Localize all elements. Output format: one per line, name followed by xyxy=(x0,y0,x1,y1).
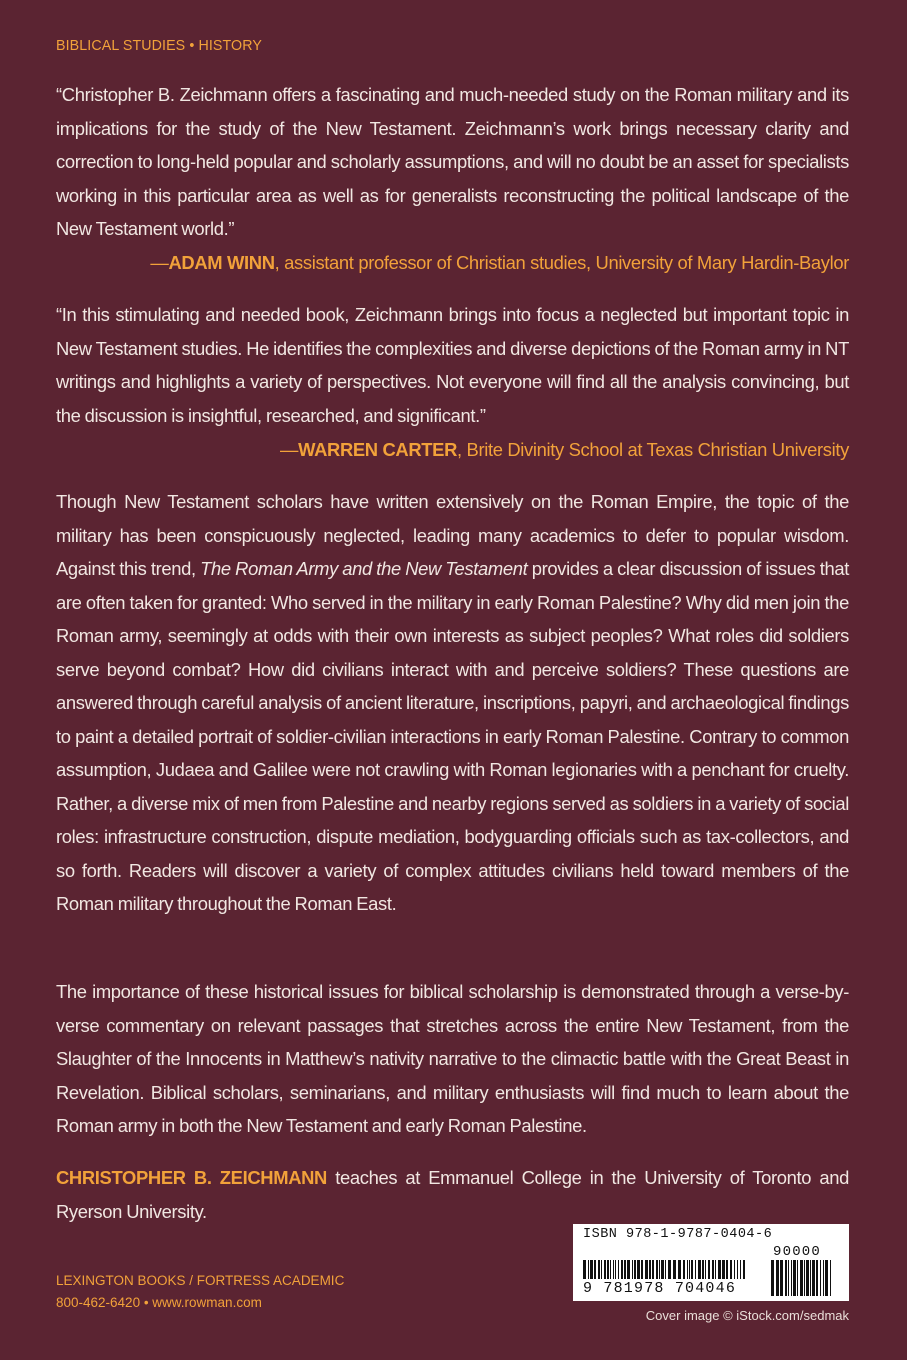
barcode-bar xyxy=(812,1260,815,1296)
barcode-bar xyxy=(804,1260,805,1296)
barcode-bar xyxy=(830,1260,831,1296)
publisher-name: LEXINGTON BOOKS / FORTRESS ACADEMIC xyxy=(56,1273,345,1288)
barcode-bar xyxy=(810,1260,811,1296)
description-paragraph-1 xyxy=(56,485,849,921)
description-text: Though New Testament scholars have written extensively on the Roman Empire, the topic of the military has been conspicuously neglected, leading many academics to defer to popular wisdom. Against this trend, xyxy=(56,491,849,579)
endorser-name: ADAM WINN xyxy=(168,252,275,273)
barcode-bar xyxy=(806,1260,809,1296)
barcode-bar xyxy=(793,1260,796,1296)
attribution-dash: — xyxy=(280,439,299,460)
book-title: The Roman Army and the New Testament xyxy=(200,558,528,579)
endorser-affiliation: , Brite Divinity School at Texas Christian University xyxy=(457,439,849,460)
barcode-bar xyxy=(785,1260,787,1296)
category-label: BIBLICAL STUDIES • HISTORY xyxy=(56,37,262,54)
publisher-contact: 800-462-6420 • www.rowman.com xyxy=(56,1295,262,1310)
endorser-affiliation: , assistant professor of Christian studies, University of Mary Hardin-Baylor xyxy=(274,252,849,273)
barcode-bar xyxy=(800,1260,803,1296)
endorsement-attribution-2 xyxy=(280,433,849,467)
barcode-addon-digits: 90000 xyxy=(773,1244,822,1260)
barcode-bar xyxy=(791,1260,792,1296)
barcode-bar xyxy=(816,1260,818,1296)
cover-image-credit: Cover image © iStock.com/sedmak xyxy=(645,1308,849,1323)
barcode-bar xyxy=(788,1260,789,1296)
endorser-name: WARREN CARTER xyxy=(298,439,458,460)
barcode-bar xyxy=(797,1260,798,1296)
attribution-dash: — xyxy=(150,252,169,273)
endorsement-attribution-1 xyxy=(150,246,849,280)
description-text: provides a clear discussion of issues that are often taken for granted: Who served in the military in early Roman Palestine? Why did men join the Roman army, seemingly at odds with their own interests as subject peoples? What roles did soldiers serve beyond combat? How did civilians interact with and perceive soldiers? These questions are answered through careful analysis of ancient literature, inscriptions, papyri, and archaeological findings to paint a detailed portrait of soldier-civilian interactions in early Roman Palestine. Contrary to common assumption, Judaea and Galilee were not crawling with Roman legionaries with a penchant for cruelty. Rather, a diverse mix of men from Palestine and nearby regions served as soldiers in a variety of social roles: infrastructure construction, dispute mediation, bodyguarding officials such as tax-collectors, and so forth. Readers will discover a variety of complex attitudes civilians held toward members of the Roman military throughout the Roman East. xyxy=(56,558,849,914)
author-name: CHRISTOPHER B. ZEICHMANN xyxy=(56,1167,327,1188)
isbn-barcode xyxy=(573,1224,849,1301)
author-bio-text: teaches at Emmanuel College in the University of Toronto and Ryerson University. xyxy=(56,1167,849,1222)
barcode-bar xyxy=(820,1260,821,1296)
barcode-bar xyxy=(771,1260,774,1296)
barcode-bar xyxy=(780,1260,783,1296)
barcode-addon-bars xyxy=(771,1260,841,1296)
description-paragraph-2: The importance of these historical issues for biblical scholarship is demonstrated through a verse-by-verse commentary on relevant passages that stretches across the entire New Testament, from the Slaughter of the Innocents in Matthew’s nativity narrative to the climactic battle with the Great Beast in Revelation. Biblical scholars, seminarians, and military enthusiasts will find much to learn about the Roman army in both the New Testament and early Roman Palestine. xyxy=(56,981,849,1136)
barcode-bar xyxy=(825,1260,828,1296)
endorsement-quote-1: “Christopher B. Zeichmann offers a fascinating and much-needed study on the Roman military and its implications for the study of the New Testament. Zeichmann’s work brings necessary clarity and correction to long-held popular and scholarly assumptions, and will no doubt be an asset for specialists working in this particular area as well as for generalists reconstructing the political landscape of the New Testament world.” xyxy=(56,84,849,239)
endorsement-quote-2: “In this stimulating and needed book, Zeichmann brings into focus a neglected but important topic in New Testament studies. He identifies the complexities and diverse depictions of the Roman army in NT writings and highlights a variety of perspectives. Not everyone will find all the analysis convincing, but the discussion is insightful, researched, and significant.” xyxy=(56,304,849,426)
author-bio xyxy=(56,1161,849,1228)
publisher-info xyxy=(56,1270,344,1314)
barcode-bar xyxy=(823,1260,824,1296)
barcode-bar xyxy=(776,1260,779,1296)
barcode-digits: 9 781978 704046 xyxy=(583,1279,761,1299)
isbn-label: ISBN 978-1-9787-0404-6 xyxy=(583,1227,773,1242)
